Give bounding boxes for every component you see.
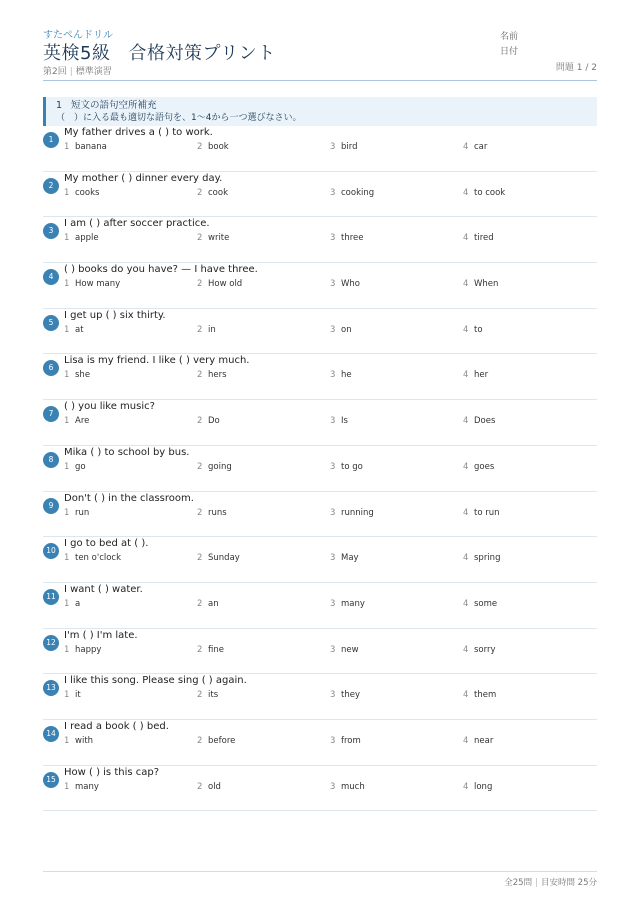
answer-choice[interactable] <box>330 645 359 655</box>
time-estimate: 目安時間 25分 <box>540 878 597 888</box>
answer-choice[interactable] <box>64 462 86 472</box>
answer-choice[interactable] <box>64 782 99 792</box>
answer-choice[interactable] <box>330 599 365 609</box>
answer-choice[interactable] <box>330 553 359 563</box>
question-number-badge: 15 <box>43 772 59 788</box>
answer-choice[interactable] <box>463 370 488 380</box>
answer-choice[interactable] <box>197 645 224 655</box>
choice-number: 4 <box>463 279 469 290</box>
question-text: I'm ( ) I'm late. <box>64 629 138 641</box>
answer-choice[interactable] <box>463 736 493 746</box>
total-questions: 全25問 <box>504 878 533 888</box>
answer-choice[interactable] <box>330 325 352 335</box>
choice-text: it <box>75 690 81 701</box>
choice-number: 2 <box>197 142 203 152</box>
choice-number: 1 <box>64 690 70 701</box>
answer-choice[interactable] <box>197 325 216 335</box>
choice-text: he <box>341 370 352 381</box>
choice-number: 1 <box>64 142 70 152</box>
choice-number: 2 <box>197 690 203 701</box>
answer-choice[interactable] <box>463 645 496 655</box>
choice-number: 4 <box>463 598 469 609</box>
choice-number: 1 <box>64 598 70 609</box>
question-item <box>43 400 597 446</box>
choice-number: 3 <box>330 416 336 427</box>
answer-choice[interactable] <box>463 690 496 700</box>
choice-text: Is <box>341 416 348 427</box>
choice-number: 4 <box>463 461 469 472</box>
choice-number: 3 <box>330 598 336 609</box>
answer-choice[interactable] <box>197 553 240 563</box>
question-text: I am ( ) after soccer practice. <box>64 218 210 230</box>
section-title <box>56 99 597 112</box>
question-number-badge: 14 <box>43 726 59 742</box>
choice-number: 1 <box>64 370 70 381</box>
page-count: 問題 1 / 2 <box>555 63 597 73</box>
choice-text: to cook <box>474 187 506 198</box>
choice-number: 4 <box>463 187 469 198</box>
question-item <box>43 583 597 629</box>
answer-choice[interactable] <box>330 736 361 746</box>
question-text: ( ) books do you have? — I have three. <box>64 264 258 276</box>
question-text: Mika ( ) to school by bus. <box>64 446 190 458</box>
question-text: Don't ( ) in the classroom. <box>64 492 194 504</box>
answer-choice[interactable] <box>197 690 218 700</box>
choice-text: at <box>75 324 84 335</box>
choice-text: ten o'clock <box>75 553 122 564</box>
question-number-badge: 11 <box>43 589 59 605</box>
choice-text: goes <box>474 461 495 472</box>
choice-number: 1 <box>64 279 70 290</box>
choice-text: fine <box>208 644 224 655</box>
section-header <box>43 97 597 126</box>
choice-text: old <box>208 781 221 792</box>
choice-text: spring <box>474 553 501 564</box>
choice-number: 3 <box>330 735 336 746</box>
choice-number: 4 <box>463 324 469 335</box>
choice-text: Sunday <box>208 553 240 564</box>
question-number-badge: 3 <box>43 223 59 239</box>
question-text: Lisa is my friend. I like ( ) very much. <box>64 355 250 367</box>
question-item <box>43 309 597 355</box>
level-label: 標準演習 <box>75 67 112 77</box>
choice-text: book <box>208 142 229 152</box>
section-instruction: （ ）に入る最も適切な語句を、1〜4から一つ選びなさい。 <box>56 113 302 123</box>
choice-text: many <box>75 781 99 792</box>
choice-text: new <box>341 644 359 655</box>
choice-text: to run <box>474 507 500 518</box>
answer-choice[interactable] <box>197 508 227 518</box>
answer-choice[interactable] <box>330 188 374 198</box>
choice-number: 3 <box>330 142 336 152</box>
choice-text: cooks <box>75 187 100 198</box>
question-number-badge: 5 <box>43 315 59 331</box>
choice-number: 2 <box>197 598 203 609</box>
choice-number: 3 <box>330 324 336 335</box>
answer-choice[interactable] <box>463 782 492 792</box>
choice-number: 4 <box>463 644 469 655</box>
answer-choice[interactable] <box>463 416 495 426</box>
choice-text: from <box>341 735 361 746</box>
answer-choice[interactable] <box>330 370 352 380</box>
question-item <box>43 629 597 675</box>
choice-number: 4 <box>463 781 469 792</box>
choice-text: hers <box>208 370 227 381</box>
choice-number: 1 <box>64 324 70 335</box>
choice-text: in <box>208 324 216 335</box>
question-number-badge: 2 <box>43 178 59 194</box>
question-item <box>43 217 597 263</box>
choice-text: Are <box>75 416 90 427</box>
question-item <box>43 766 597 812</box>
header-divider <box>43 80 597 81</box>
choice-text: banana <box>75 142 107 152</box>
answer-choice[interactable] <box>64 690 81 700</box>
question-item <box>43 172 597 218</box>
answer-choice[interactable] <box>64 325 84 335</box>
answer-choice[interactable] <box>197 370 227 380</box>
date-label: 日付 <box>500 47 519 57</box>
choice-text: with <box>75 735 94 746</box>
choice-number: 2 <box>197 507 203 518</box>
choice-number: 1 <box>64 507 70 518</box>
question-text: I like this song. Please sing ( ) again. <box>64 675 247 687</box>
answer-choice[interactable] <box>330 690 360 700</box>
question-text: I want ( ) water. <box>64 583 143 595</box>
answer-choice[interactable] <box>463 233 494 243</box>
answer-choice[interactable] <box>197 599 219 609</box>
answer-choice[interactable] <box>330 416 348 426</box>
answer-choice[interactable] <box>463 142 487 152</box>
choice-number: 3 <box>330 644 336 655</box>
choice-text: her <box>474 370 489 381</box>
choice-number: 1 <box>64 644 70 655</box>
choice-text: many <box>341 598 365 609</box>
answer-choice[interactable] <box>64 370 90 380</box>
answer-choice[interactable] <box>330 233 364 243</box>
choice-number: 3 <box>330 187 336 198</box>
choice-text: an <box>208 598 219 609</box>
choice-number: 4 <box>463 142 469 152</box>
answer-choice[interactable] <box>463 553 500 563</box>
choice-text: May <box>341 553 359 564</box>
choice-number: 1 <box>64 233 70 244</box>
choice-number: 1 <box>64 781 70 792</box>
choice-text: long <box>474 781 493 792</box>
choice-text: to go <box>341 461 363 472</box>
brand-label: すたぺんドリル <box>43 30 113 41</box>
choice-text: cook <box>208 187 228 198</box>
question-number-badge: 1 <box>43 132 59 148</box>
answer-choice[interactable] <box>463 188 505 198</box>
answer-choice[interactable] <box>330 782 365 792</box>
choice-text: Does <box>474 416 496 427</box>
answer-choice[interactable] <box>197 279 242 289</box>
choice-number: 1 <box>64 187 70 198</box>
answer-choice[interactable] <box>64 142 107 152</box>
answer-choice[interactable] <box>463 508 500 518</box>
choice-number: 4 <box>463 233 469 244</box>
answer-choice[interactable] <box>64 188 99 198</box>
choice-number: 2 <box>197 781 203 792</box>
question-text: My father drives a ( ) to work. <box>64 127 213 138</box>
choice-number: 4 <box>463 735 469 746</box>
choice-text: some <box>474 598 498 609</box>
choice-text: she <box>75 370 91 381</box>
question-item <box>43 354 597 400</box>
choice-number: 2 <box>197 416 203 427</box>
choice-text: car <box>474 142 488 152</box>
choice-text: Do <box>208 416 220 427</box>
answer-choice[interactable] <box>64 599 80 609</box>
answer-choice[interactable] <box>64 233 99 243</box>
question-item <box>43 720 597 766</box>
choice-text: much <box>341 781 365 792</box>
choice-number: 2 <box>197 644 203 655</box>
name-label: 名前 <box>500 32 519 42</box>
section-title-text: 短文の語句空所補充 <box>71 100 157 111</box>
answer-choice[interactable] <box>64 553 121 563</box>
question-number-badge: 9 <box>43 498 59 514</box>
choice-number: 4 <box>463 553 469 564</box>
choice-number: 1 <box>64 735 70 746</box>
question-text: My mother ( ) dinner every day. <box>64 172 223 184</box>
choice-text: runs <box>208 507 227 518</box>
question-item <box>43 263 597 309</box>
choice-number: 2 <box>197 279 203 290</box>
answer-choice[interactable] <box>197 416 220 426</box>
choice-text: they <box>341 690 360 701</box>
answer-choice[interactable] <box>197 142 229 152</box>
question-item <box>43 674 597 720</box>
choice-text: apple <box>75 233 99 244</box>
title-main: 英検5級 <box>43 43 111 64</box>
choice-text: How old <box>208 279 243 290</box>
answer-choice[interactable] <box>197 736 235 746</box>
choice-number: 4 <box>463 690 469 701</box>
choice-text: tired <box>474 233 494 244</box>
choice-number: 4 <box>463 507 469 518</box>
answer-choice[interactable] <box>197 188 228 198</box>
answer-choice[interactable] <box>64 645 101 655</box>
choice-text: before <box>208 735 236 746</box>
choice-text: How many <box>75 279 121 290</box>
answer-choice[interactable] <box>330 279 360 289</box>
question-item <box>43 492 597 538</box>
question-text: I go to bed at ( ). <box>64 538 149 550</box>
choice-number: 2 <box>197 735 203 746</box>
choice-number: 3 <box>330 690 336 701</box>
choice-text: three <box>341 233 364 244</box>
choice-text: write <box>208 233 230 244</box>
question-text: I get up ( ) six thirty. <box>64 309 166 321</box>
choice-number: 3 <box>330 781 336 792</box>
question-number-badge: 6 <box>43 360 59 376</box>
answer-choice[interactable] <box>463 325 483 335</box>
choice-text: its <box>208 690 219 701</box>
choice-text: to <box>474 324 483 335</box>
question-list <box>43 126 597 811</box>
question-text: I read a book ( ) bed. <box>64 720 169 732</box>
answer-choice[interactable] <box>64 736 93 746</box>
answer-choice[interactable] <box>197 233 229 243</box>
choice-number: 1 <box>64 461 70 472</box>
choice-number: 4 <box>463 370 469 381</box>
answer-choice[interactable] <box>64 508 89 518</box>
choice-text: go <box>75 461 86 472</box>
choice-text: run <box>75 507 90 518</box>
footer: 全25問 | 目安時間 25分 <box>504 878 597 888</box>
choice-text: them <box>474 690 497 701</box>
choice-number: 3 <box>330 507 336 518</box>
page-title <box>43 39 276 65</box>
title-sub: 合格対策プリント <box>128 43 276 64</box>
choice-number: 2 <box>197 370 203 381</box>
question-text: ( ) you like music? <box>64 401 155 413</box>
choice-text: sorry <box>474 644 496 655</box>
answer-choice[interactable] <box>197 462 232 472</box>
choice-text: running <box>341 507 374 518</box>
question-number-badge: 8 <box>43 452 59 468</box>
choice-text: going <box>208 461 232 472</box>
choice-number: 3 <box>330 461 336 472</box>
answer-choice[interactable] <box>463 462 494 472</box>
question-item <box>43 537 597 583</box>
answer-choice[interactable] <box>463 599 497 609</box>
choice-number: 3 <box>330 279 336 290</box>
choice-number: 2 <box>197 461 203 472</box>
choice-text: on <box>341 324 352 335</box>
choice-number: 2 <box>197 324 203 335</box>
choice-number: 2 <box>197 553 203 564</box>
footer-divider <box>43 871 597 872</box>
choice-text: near <box>474 735 494 746</box>
choice-text: cooking <box>341 187 375 198</box>
answer-choice[interactable] <box>330 462 363 472</box>
question-number-badge: 7 <box>43 406 59 422</box>
question-number-badge: 4 <box>43 269 59 285</box>
choice-text: Who <box>341 279 360 290</box>
choice-number: 4 <box>463 416 469 427</box>
choice-number: 1 <box>64 416 70 427</box>
choice-text: a <box>75 598 81 609</box>
choice-number: 3 <box>330 553 336 564</box>
choice-number: 1 <box>64 553 70 564</box>
section-number: 1 <box>56 100 63 111</box>
answer-choice[interactable] <box>197 782 221 792</box>
choice-text: bird <box>341 142 358 152</box>
answer-choice[interactable] <box>64 416 89 426</box>
round-label: 第2回 <box>43 67 67 77</box>
question-number-badge: 10 <box>43 543 59 559</box>
choice-number: 3 <box>330 370 336 381</box>
answer-choice[interactable] <box>64 279 120 289</box>
choice-number: 2 <box>197 187 203 198</box>
question-text: How ( ) is this cap? <box>64 766 160 778</box>
choice-text: happy <box>75 644 102 655</box>
answer-choice[interactable] <box>330 142 358 152</box>
answer-choice[interactable] <box>330 508 374 518</box>
question-number-badge: 13 <box>43 680 59 696</box>
choice-number: 2 <box>197 233 203 244</box>
choice-text: When <box>474 279 499 290</box>
question-item <box>43 446 597 492</box>
question-item <box>43 126 597 172</box>
answer-choice[interactable] <box>463 279 498 289</box>
choice-number: 3 <box>330 233 336 244</box>
subtitle: 第2回 | 標準演習 <box>43 67 112 77</box>
question-number-badge: 12 <box>43 635 59 651</box>
